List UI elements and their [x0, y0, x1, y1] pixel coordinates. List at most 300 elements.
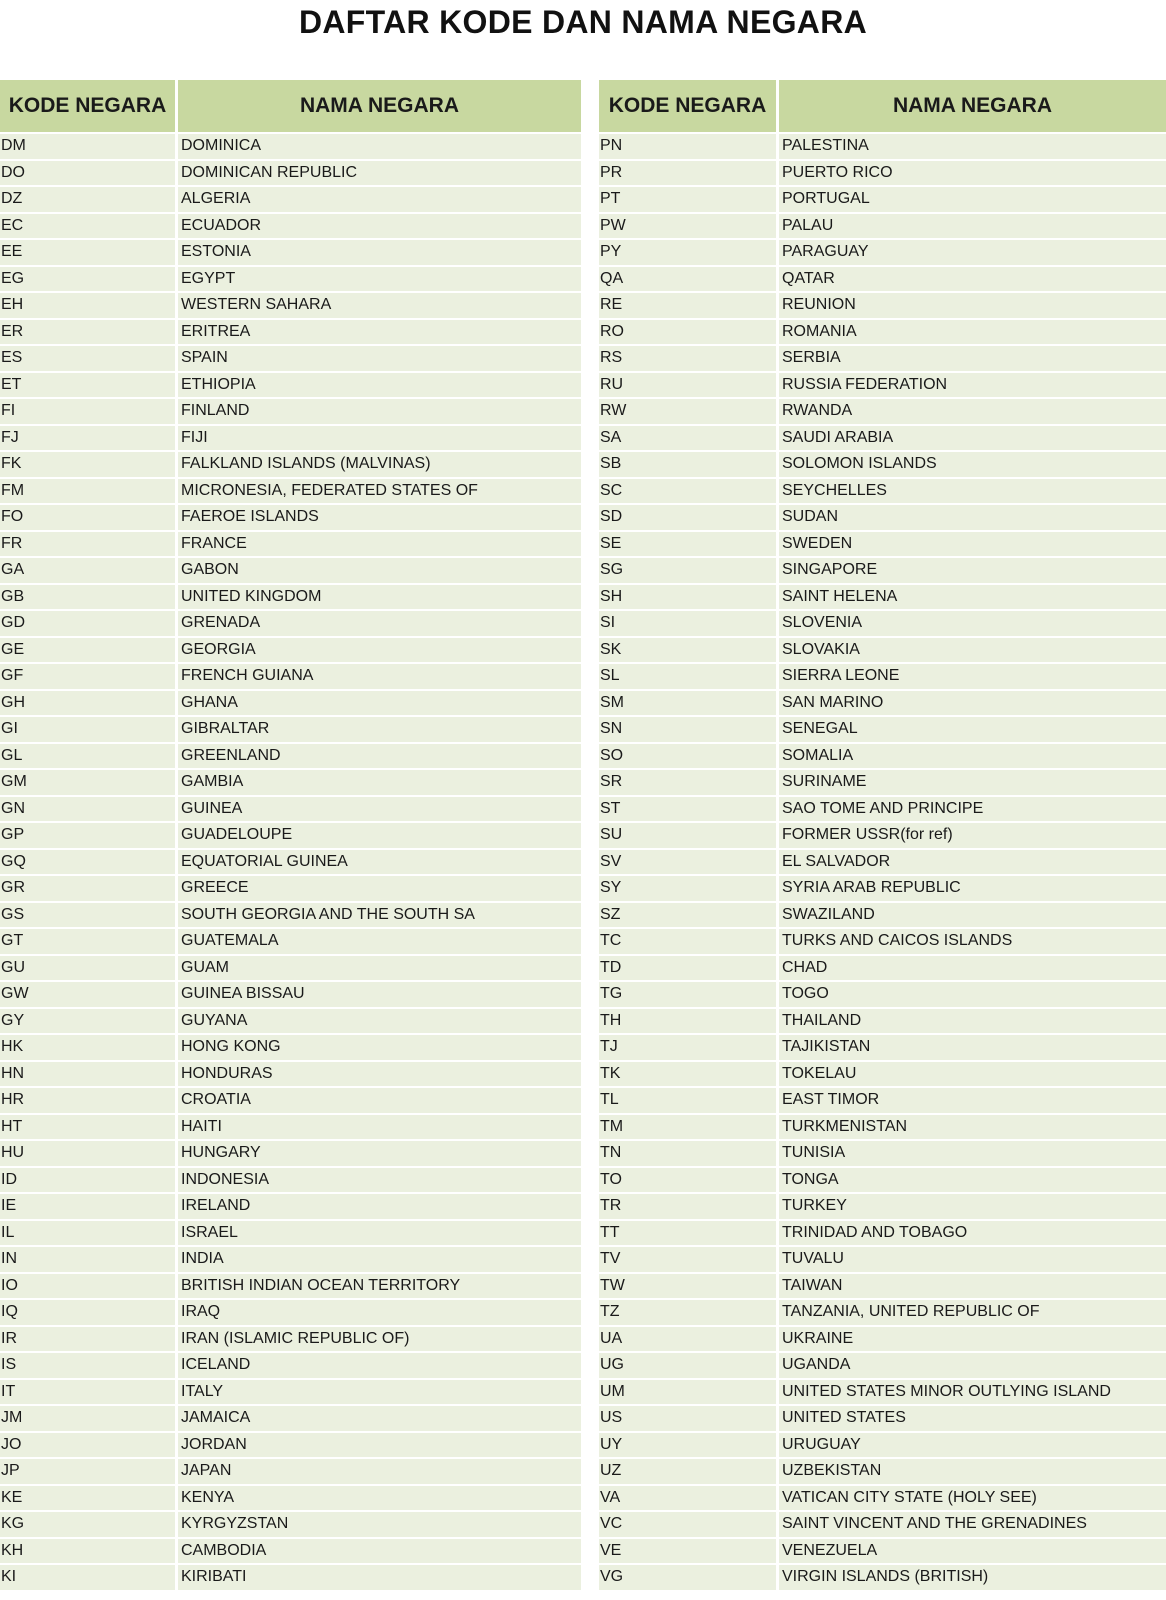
- country-name-cell: SPAIN: [178, 346, 581, 373]
- country-code-cell: IQ: [0, 1300, 178, 1327]
- country-name-cell: MICRONESIA, FEDERATED STATES OF: [178, 479, 581, 506]
- table-row: [599, 161, 1166, 188]
- table-row: [0, 1512, 581, 1539]
- table-row: [0, 744, 581, 771]
- country-code-cell: FO: [0, 505, 178, 532]
- country-name-cell: SAN MARINO: [779, 691, 1166, 718]
- table-row: [0, 1274, 581, 1301]
- table-row: [0, 1141, 581, 1168]
- country-name-cell: PALESTINA: [779, 134, 1166, 161]
- country-name-cell: GIBRALTAR: [178, 717, 581, 744]
- table-row: [0, 1565, 581, 1592]
- country-code-cell: UY: [599, 1433, 779, 1460]
- country-name-cell: SLOVAKIA: [779, 638, 1166, 665]
- country-code-cell: KE: [0, 1486, 178, 1513]
- table-row: [599, 452, 1166, 479]
- country-name-cell: GREECE: [178, 876, 581, 903]
- country-code-cell: GI: [0, 717, 178, 744]
- country-code-cell: ST: [599, 797, 779, 824]
- country-code-cell: RW: [599, 399, 779, 426]
- table-row: [599, 611, 1166, 638]
- country-name-cell: KIRIBATI: [178, 1565, 581, 1592]
- country-code-cell: SE: [599, 532, 779, 559]
- country-name-cell: SUDAN: [779, 505, 1166, 532]
- country-name-cell: SIERRA LEONE: [779, 664, 1166, 691]
- country-code-cell: US: [599, 1406, 779, 1433]
- country-name-cell: TOGO: [779, 982, 1166, 1009]
- country-name-cell: GUINEA BISSAU: [178, 982, 581, 1009]
- country-name-cell: GREENLAND: [178, 744, 581, 771]
- country-name-cell: INDIA: [178, 1247, 581, 1274]
- table-row: [599, 1274, 1166, 1301]
- country-name-cell: INDONESIA: [178, 1168, 581, 1195]
- table-row: [599, 876, 1166, 903]
- country-name-cell: HONG KONG: [178, 1035, 581, 1062]
- table-row: [0, 876, 581, 903]
- country-code-cell: HN: [0, 1062, 178, 1089]
- table-row: [599, 691, 1166, 718]
- country-name-cell: ECUADOR: [178, 214, 581, 241]
- country-name-cell: JAMAICA: [178, 1406, 581, 1433]
- table-row: [599, 1539, 1166, 1566]
- country-name-cell: GUYANA: [178, 1009, 581, 1036]
- country-name-cell: SAINT HELENA: [779, 585, 1166, 612]
- country-name-cell: TONGA: [779, 1168, 1166, 1195]
- country-name-cell: CHAD: [779, 956, 1166, 983]
- table-row: [0, 532, 581, 559]
- table-row: [599, 664, 1166, 691]
- country-name-cell: JORDAN: [178, 1433, 581, 1460]
- table-row: [0, 1353, 581, 1380]
- country-code-cell: ET: [0, 373, 178, 400]
- page-title: DAFTAR KODE DAN NAMA NEGARA: [298, 4, 868, 40]
- table-row: [0, 399, 581, 426]
- country-code-cell: GA: [0, 558, 178, 585]
- country-name-cell: UNITED STATES: [779, 1406, 1166, 1433]
- country-code-cell: VG: [599, 1565, 779, 1592]
- country-name-cell: ETHIOPIA: [178, 373, 581, 400]
- table-row: [599, 1115, 1166, 1142]
- country-code-cell: VA: [599, 1486, 779, 1513]
- header-row: [0, 80, 581, 134]
- country-code-cell: SC: [599, 479, 779, 506]
- country-code-cell: SO: [599, 744, 779, 771]
- table-row: [599, 320, 1166, 347]
- country-code-cell: TK: [599, 1062, 779, 1089]
- country-code-cell: FM: [0, 479, 178, 506]
- country-name-cell: DOMINICAN REPUBLIC: [178, 161, 581, 188]
- table-row: [599, 744, 1166, 771]
- country-code-cell: SA: [599, 426, 779, 453]
- country-name-cell: ERITREA: [178, 320, 581, 347]
- table-header: [599, 80, 1166, 134]
- table-row: [599, 1486, 1166, 1513]
- country-name-cell: SWEDEN: [779, 532, 1166, 559]
- country-code-cell: TL: [599, 1088, 779, 1115]
- country-name-cell: VENEZUELA: [779, 1539, 1166, 1566]
- country-name-cell: THAILAND: [779, 1009, 1166, 1036]
- country-name-cell: IRAN (ISLAMIC REPUBLIC OF): [178, 1327, 581, 1354]
- country-code-cell: JO: [0, 1433, 178, 1460]
- country-code-cell: GT: [0, 929, 178, 956]
- table-body: [0, 134, 581, 1592]
- country-name-cell: HONDURAS: [178, 1062, 581, 1089]
- country-code-cell: PW: [599, 214, 779, 241]
- country-table-left: [0, 80, 581, 1592]
- table-row: [0, 585, 581, 612]
- country-code-cell: ER: [0, 320, 178, 347]
- table-row: [0, 797, 581, 824]
- country-code-cell: GR: [0, 876, 178, 903]
- country-code-cell: RE: [599, 293, 779, 320]
- country-name-cell: EGYPT: [178, 267, 581, 294]
- country-name-cell: RWANDA: [779, 399, 1166, 426]
- country-name-cell: FORMER USSR(for ref): [779, 823, 1166, 850]
- country-code-cell: TD: [599, 956, 779, 983]
- country-name-cell: SAO TOME AND PRINCIPE: [779, 797, 1166, 824]
- country-code-cell: GS: [0, 903, 178, 930]
- country-name-cell: TAJIKISTAN: [779, 1035, 1166, 1062]
- country-name-cell: TANZANIA, UNITED REPUBLIC OF: [779, 1300, 1166, 1327]
- country-code-cell: DO: [0, 161, 178, 188]
- country-code-cell: GL: [0, 744, 178, 771]
- country-code-cell: SH: [599, 585, 779, 612]
- table-row: [599, 1565, 1166, 1592]
- table-row: [599, 1380, 1166, 1407]
- header-nama-negara: NAMA NEGARA: [178, 80, 581, 134]
- table-row: [599, 1327, 1166, 1354]
- country-name-cell: EL SALVADOR: [779, 850, 1166, 877]
- country-name-cell: UKRAINE: [779, 1327, 1166, 1354]
- table-row: [0, 505, 581, 532]
- header-row: [599, 80, 1166, 134]
- table-row: [599, 1459, 1166, 1486]
- country-code-cell: SI: [599, 611, 779, 638]
- country-name-cell: TUNISIA: [779, 1141, 1166, 1168]
- table-row: [0, 850, 581, 877]
- country-name-cell: EAST TIMOR: [779, 1088, 1166, 1115]
- country-code-cell: SG: [599, 558, 779, 585]
- country-name-cell: SLOVENIA: [779, 611, 1166, 638]
- country-code-cell: TC: [599, 929, 779, 956]
- table-row: [599, 797, 1166, 824]
- table-row: [599, 479, 1166, 506]
- country-name-cell: SENEGAL: [779, 717, 1166, 744]
- country-name-cell: TUVALU: [779, 1247, 1166, 1274]
- header-kode-negara: KODE NEGARA: [599, 80, 779, 134]
- country-code-cell: PT: [599, 187, 779, 214]
- country-code-cell: IN: [0, 1247, 178, 1274]
- country-code-cell: KG: [0, 1512, 178, 1539]
- table-row: [0, 214, 581, 241]
- header-kode-negara: KODE NEGARA: [0, 80, 178, 134]
- country-name-cell: SEYCHELLES: [779, 479, 1166, 506]
- country-name-cell: EQUATORIAL GUINEA: [178, 850, 581, 877]
- country-code-cell: IT: [0, 1380, 178, 1407]
- table-row: [0, 770, 581, 797]
- country-name-cell: SINGAPORE: [779, 558, 1166, 585]
- country-code-cell: GH: [0, 691, 178, 718]
- country-code-cell: QA: [599, 267, 779, 294]
- country-name-cell: WESTERN SAHARA: [178, 293, 581, 320]
- country-code-cell: GP: [0, 823, 178, 850]
- country-name-cell: FRANCE: [178, 532, 581, 559]
- country-code-cell: TR: [599, 1194, 779, 1221]
- country-code-cell: GW: [0, 982, 178, 1009]
- table-row: [0, 823, 581, 850]
- country-code-cell: KH: [0, 1539, 178, 1566]
- country-name-cell: TRINIDAD AND TOBAGO: [779, 1221, 1166, 1248]
- table-row: [0, 1486, 581, 1513]
- country-name-cell: BRITISH INDIAN OCEAN TERRITORY: [178, 1274, 581, 1301]
- table-row: [599, 717, 1166, 744]
- country-name-cell: CROATIA: [178, 1088, 581, 1115]
- country-name-cell: GEORGIA: [178, 638, 581, 665]
- table-row: [0, 1406, 581, 1433]
- country-name-cell: IRELAND: [178, 1194, 581, 1221]
- table-row: [599, 1035, 1166, 1062]
- country-code-cell: TO: [599, 1168, 779, 1195]
- country-code-cell: SR: [599, 770, 779, 797]
- country-code-cell: SZ: [599, 903, 779, 930]
- country-code-cell: PY: [599, 240, 779, 267]
- country-code-cell: TW: [599, 1274, 779, 1301]
- table-row: [599, 1221, 1166, 1248]
- country-code-cell: GD: [0, 611, 178, 638]
- table-row: [599, 1300, 1166, 1327]
- country-code-cell: VE: [599, 1539, 779, 1566]
- table-row: [599, 505, 1166, 532]
- country-code-cell: GQ: [0, 850, 178, 877]
- country-code-cell: GU: [0, 956, 178, 983]
- table-row: [599, 1406, 1166, 1433]
- table-row: [0, 956, 581, 983]
- table-row: [0, 664, 581, 691]
- table-row: [599, 1141, 1166, 1168]
- table-row: [0, 611, 581, 638]
- table-row: [599, 1433, 1166, 1460]
- country-code-cell: IO: [0, 1274, 178, 1301]
- country-code-cell: JP: [0, 1459, 178, 1486]
- country-name-cell: PUERTO RICO: [779, 161, 1166, 188]
- country-code-cell: DM: [0, 134, 178, 161]
- country-code-cell: TM: [599, 1115, 779, 1142]
- country-code-cell: SL: [599, 664, 779, 691]
- country-code-cell: HT: [0, 1115, 178, 1142]
- country-name-cell: TURKS AND CAICOS ISLANDS: [779, 929, 1166, 956]
- country-name-cell: SERBIA: [779, 346, 1166, 373]
- country-code-cell: FI: [0, 399, 178, 426]
- country-code-cell: ES: [0, 346, 178, 373]
- country-code-cell: TN: [599, 1141, 779, 1168]
- table-row: [0, 426, 581, 453]
- table-row: [0, 1115, 581, 1142]
- country-name-cell: TAIWAN: [779, 1274, 1166, 1301]
- table-row: [0, 1088, 581, 1115]
- table-row: [599, 982, 1166, 1009]
- country-code-cell: UG: [599, 1353, 779, 1380]
- country-name-cell: PALAU: [779, 214, 1166, 241]
- country-code-cell: IL: [0, 1221, 178, 1248]
- table-row: [599, 558, 1166, 585]
- country-code-cell: GY: [0, 1009, 178, 1036]
- country-name-cell: FINLAND: [178, 399, 581, 426]
- country-name-cell: PORTUGAL: [779, 187, 1166, 214]
- table-row: [0, 1062, 581, 1089]
- country-code-cell: SN: [599, 717, 779, 744]
- table-row: [0, 134, 581, 161]
- country-name-cell: TOKELAU: [779, 1062, 1166, 1089]
- table-row: [599, 903, 1166, 930]
- country-name-cell: ESTONIA: [178, 240, 581, 267]
- table-row: [0, 691, 581, 718]
- table-row: [599, 638, 1166, 665]
- country-table-right: [599, 80, 1166, 1592]
- country-code-cell: FK: [0, 452, 178, 479]
- country-name-cell: PARAGUAY: [779, 240, 1166, 267]
- table-row: [0, 558, 581, 585]
- table-row: [599, 373, 1166, 400]
- country-code-cell: HU: [0, 1141, 178, 1168]
- table-row: [0, 903, 581, 930]
- table-row: [0, 1539, 581, 1566]
- country-code-cell: DZ: [0, 187, 178, 214]
- country-code-cell: SB: [599, 452, 779, 479]
- table-row: [0, 267, 581, 294]
- country-name-cell: HUNGARY: [178, 1141, 581, 1168]
- table-row: [0, 1221, 581, 1248]
- table-row: [0, 1035, 581, 1062]
- country-code-cell: FR: [0, 532, 178, 559]
- table-row: [0, 479, 581, 506]
- table-row: [0, 717, 581, 744]
- country-code-cell: EG: [0, 267, 178, 294]
- country-name-cell: SAINT VINCENT AND THE GRENADINES: [779, 1512, 1166, 1539]
- table-row: [599, 187, 1166, 214]
- country-code-cell: UM: [599, 1380, 779, 1407]
- country-code-cell: VC: [599, 1512, 779, 1539]
- country-code-cell: GE: [0, 638, 178, 665]
- table-row: [599, 1168, 1166, 1195]
- country-name-cell: KYRGYZSTAN: [178, 1512, 581, 1539]
- country-code-cell: TT: [599, 1221, 779, 1248]
- table-row: [0, 1168, 581, 1195]
- country-name-cell: GUADELOUPE: [178, 823, 581, 850]
- table-row: [0, 929, 581, 956]
- table-row: [599, 850, 1166, 877]
- table-row: [599, 1353, 1166, 1380]
- table-row: [599, 1247, 1166, 1274]
- country-name-cell: UNITED KINGDOM: [178, 585, 581, 612]
- table-row: [599, 532, 1166, 559]
- country-name-cell: ALGERIA: [178, 187, 581, 214]
- country-code-cell: PN: [599, 134, 779, 161]
- country-code-cell: HR: [0, 1088, 178, 1115]
- table-row: [0, 452, 581, 479]
- country-code-cell: KI: [0, 1565, 178, 1592]
- country-code-cell: TG: [599, 982, 779, 1009]
- country-code-cell: SK: [599, 638, 779, 665]
- country-name-cell: KENYA: [178, 1486, 581, 1513]
- country-name-cell: HAITI: [178, 1115, 581, 1142]
- table-row: [599, 346, 1166, 373]
- table-row: [599, 956, 1166, 983]
- country-name-cell: FIJI: [178, 426, 581, 453]
- table-row: [0, 346, 581, 373]
- country-name-cell: TURKMENISTAN: [779, 1115, 1166, 1142]
- country-name-cell: TURKEY: [779, 1194, 1166, 1221]
- table-row: [599, 426, 1166, 453]
- country-name-cell: DOMINICA: [178, 134, 581, 161]
- country-code-cell: GN: [0, 797, 178, 824]
- table-row: [599, 267, 1166, 294]
- table-row: [0, 161, 581, 188]
- country-name-cell: CAMBODIA: [178, 1539, 581, 1566]
- country-name-cell: REUNION: [779, 293, 1166, 320]
- country-code-cell: SU: [599, 823, 779, 850]
- country-name-cell: SOLOMON ISLANDS: [779, 452, 1166, 479]
- country-code-cell: PR: [599, 161, 779, 188]
- table-row: [599, 585, 1166, 612]
- table-row: [599, 770, 1166, 797]
- country-name-cell: UNITED STATES MINOR OUTLYING ISLAND: [779, 1380, 1166, 1407]
- table-row: [599, 929, 1166, 956]
- country-name-cell: RUSSIA FEDERATION: [779, 373, 1166, 400]
- country-name-cell: GAMBIA: [178, 770, 581, 797]
- country-code-cell: TJ: [599, 1035, 779, 1062]
- table-row: [0, 240, 581, 267]
- country-name-cell: GUAM: [178, 956, 581, 983]
- table-row: [0, 1380, 581, 1407]
- table-row: [0, 1247, 581, 1274]
- country-name-cell: SAUDI ARABIA: [779, 426, 1166, 453]
- country-name-cell: GABON: [178, 558, 581, 585]
- table-row: [599, 214, 1166, 241]
- country-code-cell: SY: [599, 876, 779, 903]
- table-row: [0, 320, 581, 347]
- table-row: [599, 1088, 1166, 1115]
- country-code-cell: SM: [599, 691, 779, 718]
- table-row: [0, 1194, 581, 1221]
- table-row: [599, 399, 1166, 426]
- table-header: [0, 80, 581, 134]
- country-code-cell: GF: [0, 664, 178, 691]
- country-code-cell: TZ: [599, 1300, 779, 1327]
- country-name-cell: FAEROE ISLANDS: [178, 505, 581, 532]
- country-code-cell: RU: [599, 373, 779, 400]
- country-code-cell: IE: [0, 1194, 178, 1221]
- table-row: [599, 1194, 1166, 1221]
- table-row: [0, 1009, 581, 1036]
- country-code-cell: IR: [0, 1327, 178, 1354]
- country-code-cell: EH: [0, 293, 178, 320]
- table-row: [0, 982, 581, 1009]
- country-name-cell: VATICAN CITY STATE (HOLY SEE): [779, 1486, 1166, 1513]
- table-row: [0, 1459, 581, 1486]
- table-row: [599, 134, 1166, 161]
- country-name-cell: VIRGIN ISLANDS (BRITISH): [779, 1565, 1166, 1592]
- table-row: [0, 373, 581, 400]
- country-code-cell: UZ: [599, 1459, 779, 1486]
- country-name-cell: UGANDA: [779, 1353, 1166, 1380]
- country-name-cell: FALKLAND ISLANDS (MALVINAS): [178, 452, 581, 479]
- country-name-cell: GRENADA: [178, 611, 581, 638]
- country-code-cell: ID: [0, 1168, 178, 1195]
- country-code-cell: SV: [599, 850, 779, 877]
- country-name-cell: UZBEKISTAN: [779, 1459, 1166, 1486]
- table-row: [599, 1062, 1166, 1089]
- country-code-cell: IS: [0, 1353, 178, 1380]
